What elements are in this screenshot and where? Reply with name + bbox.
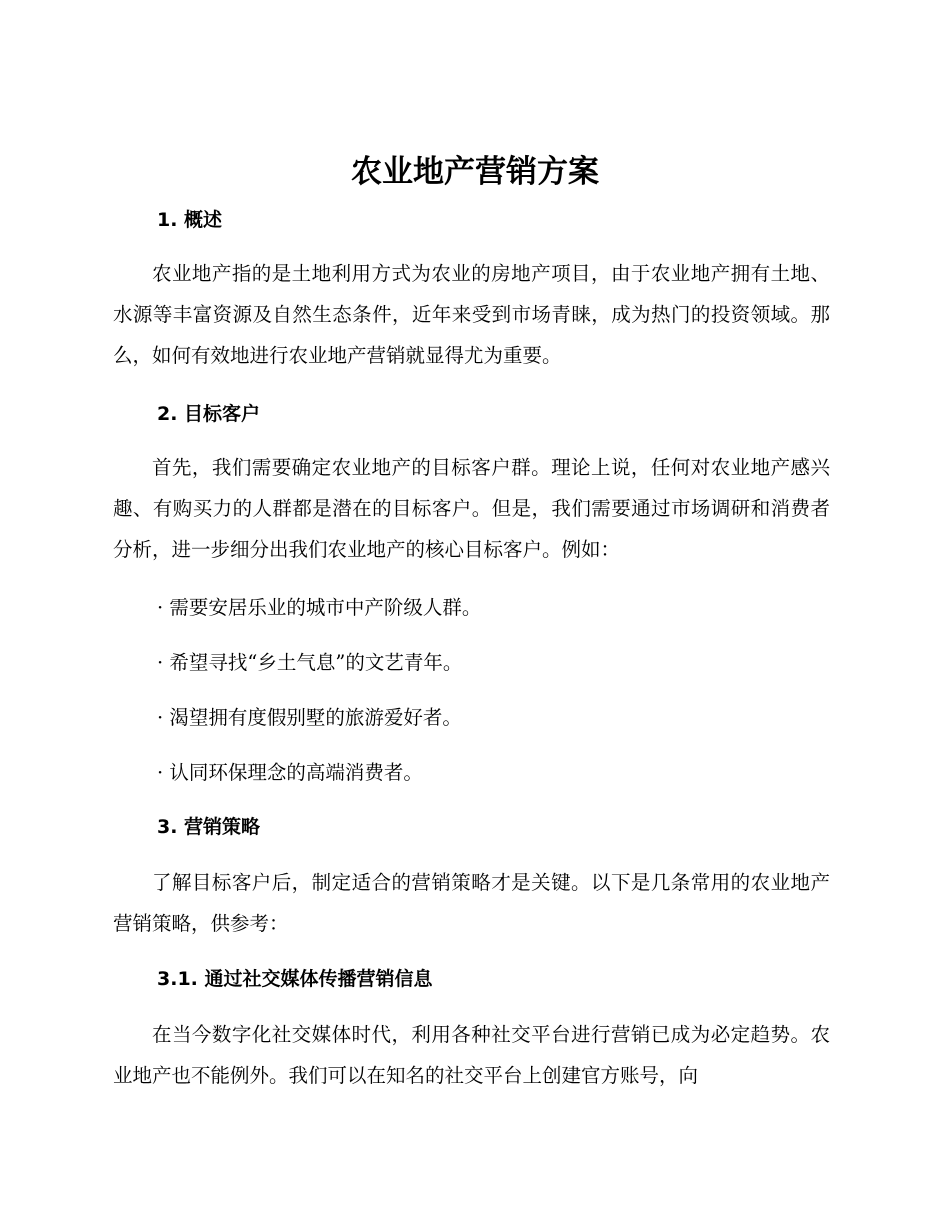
section-heading-social-media: 3.1. 通过社交媒体传播营销信息	[157, 968, 433, 990]
section-heading-marketing-strategy: 3. 营销策略	[157, 816, 261, 838]
paragraph-marketing-strategy: 了解目标客户后，制定适合的营销策略才是关键。以下是几条常用的农业地产营销策略，供参考：	[113, 871, 830, 935]
bullet-item: · 需要安居乐业的城市中产阶级人群。	[157, 596, 482, 619]
bullet-item: · 希望寻找“乡土气息”的文艺青年。	[157, 651, 463, 674]
section-heading-overview: 1. 概述	[157, 209, 223, 231]
document-title: 农业地产营销方案	[351, 154, 599, 190]
bullet-item: · 渴望拥有度假别墅的旅游爱好者。	[157, 706, 462, 729]
paragraph-target-customers: 首先，我们需要确定农业地产的目标客户群。理论上说，任何对农业地产感兴趣、有购买力的人群都是潜在的目标客户。但是，我们需要通过市场调研和消费者分析，进一步细分出我们农业地产的核心目标客户。例如：	[113, 456, 830, 561]
paragraph-overview: 农业地产指的是土地利用方式为农业的房地产项目，由于农业地产拥有土地、水源等丰富资源及自然生态条件，近年来受到市场青睐，成为热门的投资领域。那么，如何有效地进行农业地产营销就显得尤为重要。	[113, 262, 830, 367]
section-heading-target-customers: 2. 目标客户	[157, 403, 261, 425]
paragraph-social-media: 在当今数字化社交媒体时代，利用各种社交平台进行营销已成为必定趋势。农业地产也不能例外。我们可以在知名的社交平台上创建官方账号，向	[113, 1023, 830, 1087]
bullet-item: · 认同环保理念的高端消费者。	[157, 761, 423, 784]
